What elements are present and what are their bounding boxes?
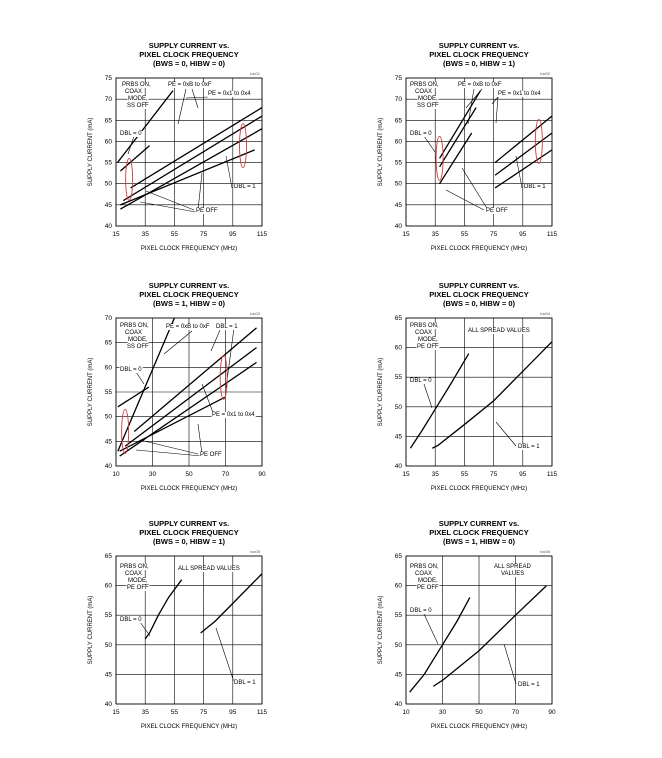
annotation-label: COAX: [125, 89, 143, 95]
x-tick-label: 10: [402, 709, 410, 716]
y-tick-label: 40: [104, 701, 112, 708]
annotation-leader: [136, 372, 144, 384]
chart-id: toc01: [250, 71, 260, 76]
y-tick-label: 70: [104, 96, 112, 104]
annotation-label: PE = 0xB to 0xF: [458, 82, 502, 88]
annotation-label: PE = 0x1 to 0x4: [498, 91, 541, 97]
chart-svg-2: [370, 38, 570, 258]
y-tick-label: 75: [394, 75, 402, 82]
chart-id: toc06: [540, 549, 550, 554]
chart-panel-5: [80, 516, 280, 736]
y-tick-label: 70: [104, 315, 112, 322]
y-tick-label: 40: [394, 463, 402, 470]
annotation-leader: [178, 89, 186, 124]
chart-panel-4: [370, 278, 570, 498]
y-tick-label: 50: [104, 180, 112, 188]
y-tick-label: 40: [394, 223, 402, 230]
chart-title-line: SUPPLY CURRENT vs.: [148, 519, 230, 528]
chart-title-line: SUPPLY CURRENT vs.: [148, 281, 230, 290]
y-tick-label: 60: [394, 138, 402, 146]
chart-svg-1: [80, 38, 280, 258]
y-tick-label: 65: [394, 553, 402, 560]
x-tick-label: 75: [199, 709, 208, 716]
series-line-2: [433, 586, 546, 687]
x-tick-label: 95: [229, 709, 237, 716]
chart-panel-1: [80, 38, 280, 258]
y-tick-label: 55: [394, 159, 402, 167]
series-line-2: [440, 108, 477, 167]
x-tick-label: 30: [438, 709, 447, 716]
series-line-3: [440, 91, 481, 159]
annotation-label: PE OFF: [417, 585, 439, 591]
x-tick-label: 30: [148, 471, 157, 478]
x-tick-label: 15: [402, 231, 410, 238]
annotation-label: DBL = 1: [234, 184, 256, 190]
annotation-label: MODE,: [128, 337, 148, 343]
annotation-leader: [216, 628, 234, 682]
annotation-label: PE OFF: [417, 344, 439, 350]
series-line-1: [410, 354, 468, 449]
y-axis-label: SUPPLY CURRENT (mA): [378, 595, 384, 665]
annotation-label: PE OFF: [196, 208, 218, 214]
annotation-label: PRBS ON,: [410, 82, 439, 88]
y-tick-label: 55: [394, 374, 402, 382]
annotation-label: DBL = 0: [120, 367, 142, 373]
y-axis-label: SUPPLY CURRENT (mA): [378, 117, 384, 187]
chart-title-line: SUPPLY CURRENT vs.: [438, 281, 520, 290]
chart-panel-6: [370, 516, 570, 736]
x-tick-label: 70: [221, 471, 230, 478]
x-tick-label: 115: [546, 471, 558, 478]
annotation-leader: [186, 97, 208, 98]
chart-title-line: (BWS = 1, HIBW = 0): [442, 537, 516, 546]
chart-id: toc05: [250, 549, 260, 554]
annotation-label: DBL = 0: [410, 608, 432, 614]
y-tick-label: 60: [394, 582, 402, 590]
chart-title-line: SUPPLY CURRENT vs.: [438, 519, 520, 528]
x-axis-label: PIXEL CLOCK FREQUENCY (MHz): [430, 724, 528, 730]
annotation-label: MODE,: [418, 578, 438, 584]
y-tick-label: 65: [394, 315, 402, 322]
annotation-label: COAX: [125, 571, 143, 577]
x-tick-label: 35: [431, 471, 439, 478]
chart-id: toc02: [540, 71, 550, 76]
chart-svg-4: [370, 278, 570, 498]
x-tick-label: 55: [170, 709, 179, 716]
y-tick-label: 55: [104, 159, 112, 167]
annotation-leader: [198, 424, 202, 454]
annotation-label: DBL = 0: [410, 131, 432, 137]
annotation-label: PE = 0x1 to 0x4: [212, 412, 255, 418]
y-tick-label: 75: [104, 75, 112, 82]
x-axis-label: PIXEL CLOCK FREQUENCY (MHz): [140, 486, 238, 492]
chart-title-line: PIXEL CLOCK FREQUENCY: [139, 50, 239, 59]
series-line-2: [201, 574, 262, 633]
y-tick-label: 40: [104, 463, 112, 470]
y-tick-label: 60: [104, 582, 112, 590]
chart-svg-3: [80, 278, 280, 498]
chart-title-line: SUPPLY CURRENT vs.: [148, 41, 230, 50]
highlight-ellipse: [240, 124, 247, 168]
annotation-label: MODE,: [418, 96, 438, 102]
x-tick-label: 90: [258, 471, 266, 478]
x-tick-label: 35: [141, 231, 149, 238]
chart-svg-6: [370, 516, 570, 736]
y-axis-label: SUPPLY CURRENT (mA): [88, 117, 94, 187]
annotation-leader: [466, 89, 482, 108]
highlight-ellipse: [122, 409, 129, 453]
annotation-label: PRBS ON,: [120, 323, 149, 329]
y-tick-label: 50: [394, 180, 402, 188]
y-tick-label: 65: [104, 553, 112, 560]
chart-title-line: PIXEL CLOCK FREQUENCY: [429, 528, 529, 537]
annotation-leader: [136, 450, 202, 456]
x-tick-label: 15: [112, 231, 120, 238]
x-tick-label: 115: [256, 231, 268, 238]
y-tick-label: 65: [104, 117, 112, 125]
y-tick-label: 55: [104, 612, 112, 620]
y-axis-label: SUPPLY CURRENT (mA): [378, 357, 384, 427]
x-tick-label: 50: [185, 471, 193, 478]
annotation-leader: [468, 89, 474, 124]
x-tick-label: 35: [431, 231, 439, 238]
annotation-label: PE = 0xB to 0xF: [166, 324, 210, 330]
x-tick-label: 75: [489, 471, 498, 478]
y-tick-label: 50: [394, 641, 402, 649]
annotation-leader: [424, 136, 435, 152]
y-axis-label: SUPPLY CURRENT (mA): [88, 357, 94, 427]
chart-title-line: SUPPLY CURRENT vs.: [438, 41, 520, 50]
annotation-label: MODE,: [128, 96, 148, 102]
chart-panel-3: [80, 278, 280, 498]
annotation-label: PE OFF: [127, 585, 149, 591]
series-line-3: [120, 362, 257, 456]
annotation-label: PRBS ON,: [410, 564, 439, 570]
annotation-label: DBL = 1: [524, 184, 546, 190]
annotation-leader: [140, 202, 196, 212]
highlight-ellipse: [220, 355, 227, 399]
annotation-leader: [211, 330, 220, 351]
annotation-leader: [504, 644, 516, 684]
chart-title-line: (BWS = 0, HIBW = 1): [442, 59, 516, 68]
annotation-label: DBL = 1: [518, 444, 540, 450]
annotation-label: DBL = 0: [120, 131, 142, 137]
annotation-leader: [516, 156, 522, 188]
series-line-2: [432, 342, 552, 449]
x-tick-label: 95: [229, 231, 237, 238]
series-line-1: [145, 580, 182, 639]
annotation-leader: [424, 384, 432, 408]
annotation-label: COAX: [415, 571, 433, 577]
annotation-label: VALUES: [501, 571, 525, 577]
annotation-label: SS OFF: [127, 344, 149, 350]
x-tick-label: 115: [546, 231, 558, 238]
annotation-label: PRBS ON,: [410, 323, 439, 329]
chart-title-line: (BWS = 1, HIBW = 0): [152, 299, 226, 308]
chart-title-line: PIXEL CLOCK FREQUENCY: [429, 50, 529, 59]
y-tick-label: 40: [394, 701, 402, 708]
x-tick-label: 95: [519, 231, 527, 238]
x-tick-label: 70: [511, 709, 520, 716]
x-tick-label: 115: [256, 709, 268, 716]
chart-title-line: (BWS = 0, HIBW = 0): [152, 59, 226, 68]
annotation-label: PRBS ON,: [122, 82, 151, 88]
annotation-label: PE = 0x1 to 0x4: [208, 91, 251, 97]
x-tick-label: 75: [199, 231, 208, 238]
chart-id: toc03: [250, 311, 260, 316]
series-line-3: [120, 129, 262, 209]
y-tick-label: 50: [104, 413, 112, 421]
y-tick-label: 40: [104, 223, 112, 230]
annotation-leader: [424, 614, 438, 644]
x-tick-label: 55: [460, 471, 469, 478]
highlight-ellipse: [126, 158, 133, 200]
x-tick-label: 50: [475, 709, 483, 716]
annotation-label: PRBS ON,: [120, 564, 149, 570]
y-tick-label: 45: [394, 201, 402, 209]
chart-panel-2: [370, 38, 570, 258]
y-tick-label: 45: [104, 671, 112, 679]
annotation-label: ALL SPREAD VALUES: [468, 328, 530, 334]
annotation-leader: [446, 190, 484, 210]
y-tick-label: 50: [394, 403, 402, 411]
annotation-label: COAX: [415, 330, 433, 336]
series-line-6: [120, 150, 254, 205]
annotation-leader: [140, 440, 198, 454]
annotation-label: DBL = 0: [120, 617, 142, 623]
x-tick-label: 10: [112, 471, 120, 478]
annotation-leader: [462, 168, 488, 210]
y-tick-label: 55: [394, 612, 402, 620]
x-tick-label: 95: [519, 471, 527, 478]
chart-id: toc04: [540, 311, 550, 316]
y-tick-label: 50: [104, 641, 112, 649]
y-tick-label: 65: [394, 117, 402, 125]
x-axis-label: PIXEL CLOCK FREQUENCY (MHz): [140, 246, 238, 252]
annotation-label: DBL = 1: [216, 324, 238, 330]
annotation-label: MODE,: [418, 337, 438, 343]
x-tick-label: 75: [489, 231, 498, 238]
annotation-leader: [492, 97, 498, 104]
annotation-label: PE OFF: [486, 208, 508, 214]
annotation-leader: [202, 384, 214, 415]
y-tick-label: 70: [394, 96, 402, 104]
annotation-label: COAX: [125, 330, 143, 336]
annotation-label: PE = 0xB to 0xF: [168, 82, 212, 88]
x-tick-label: 35: [141, 709, 149, 716]
series-line-4: [125, 348, 256, 447]
series-line-6: [120, 397, 226, 451]
x-tick-label: 15: [112, 709, 120, 716]
x-axis-label: PIXEL CLOCK FREQUENCY (MHz): [430, 246, 528, 252]
y-tick-label: 45: [394, 433, 402, 441]
annotation-leader: [496, 97, 498, 123]
annotation-label: MODE,: [128, 578, 148, 584]
y-tick-label: 45: [104, 438, 112, 446]
y-tick-label: 60: [394, 344, 402, 352]
annotation-label: COAX: [415, 89, 433, 95]
x-tick-label: 55: [170, 231, 179, 238]
annotation-label: ALL SPREAD: [494, 564, 531, 570]
chart-title-line: (BWS = 0, HIBW = 0): [442, 299, 516, 308]
annotation-leader: [198, 173, 202, 210]
x-tick-label: 55: [460, 231, 469, 238]
y-axis-label: SUPPLY CURRENT (mA): [88, 595, 94, 665]
chart-title-line: (BWS = 0, HIBW = 1): [152, 537, 226, 546]
y-tick-label: 60: [104, 364, 112, 372]
x-tick-label: 90: [548, 709, 556, 716]
chart-svg-5: [80, 516, 280, 736]
annotation-label: DBL = 0: [410, 378, 432, 384]
annotation-leader: [128, 136, 134, 154]
annotation-label: SS OFF: [417, 103, 439, 109]
annotation-leader: [496, 422, 516, 446]
y-tick-label: 45: [394, 671, 402, 679]
annotation-label: DBL = 1: [518, 682, 540, 688]
annotation-label: PE OFF: [200, 452, 222, 458]
chart-title-line: PIXEL CLOCK FREQUENCY: [139, 290, 239, 299]
annotation-label: SS OFF: [127, 103, 149, 109]
x-tick-label: 15: [402, 471, 410, 478]
chart-title-line: PIXEL CLOCK FREQUENCY: [429, 290, 529, 299]
annotation-label: DBL = 1: [234, 680, 256, 686]
y-tick-label: 65: [104, 339, 112, 347]
annotation-label: ALL SPREAD VALUES: [178, 566, 240, 572]
x-axis-label: PIXEL CLOCK FREQUENCY (MHz): [140, 724, 238, 730]
x-axis-label: PIXEL CLOCK FREQUENCY (MHz): [430, 486, 528, 492]
chart-title-line: PIXEL CLOCK FREQUENCY: [139, 528, 239, 537]
annotation-leader: [192, 89, 198, 108]
y-tick-label: 60: [104, 138, 112, 146]
y-tick-label: 55: [104, 389, 112, 396]
y-tick-label: 45: [104, 201, 112, 209]
